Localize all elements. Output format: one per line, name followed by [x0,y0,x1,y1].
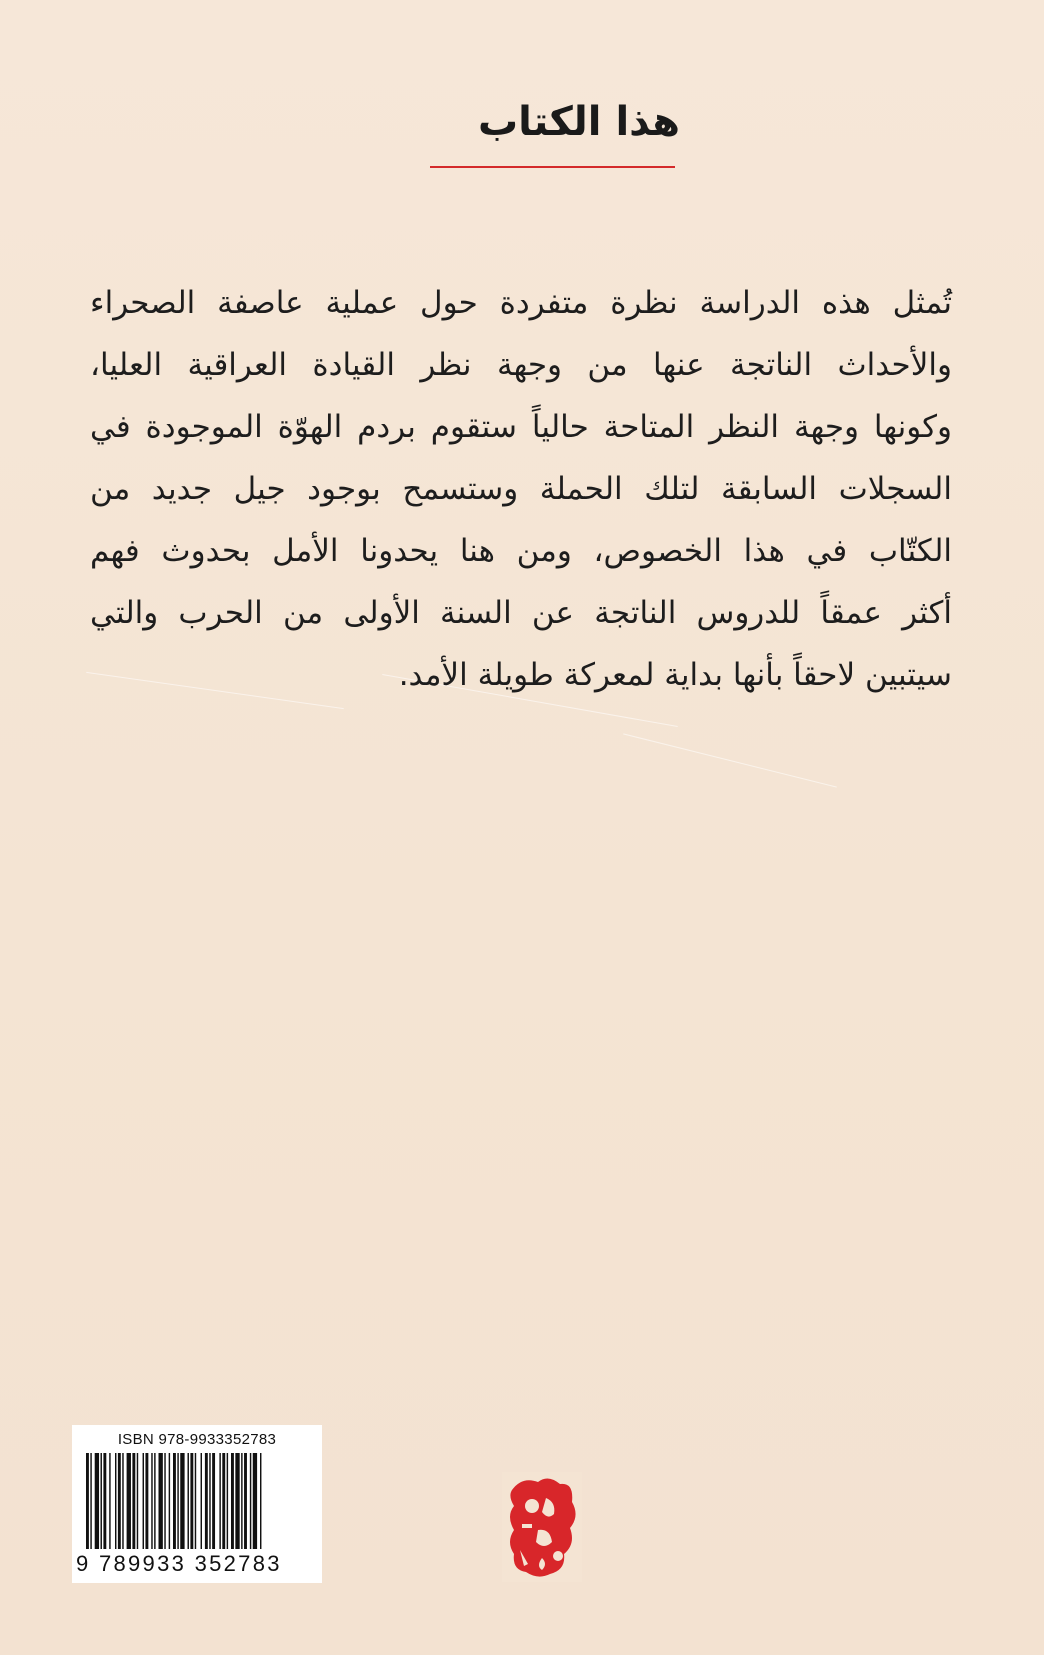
barcode-bar [90,1453,91,1549]
barcode-bar [222,1453,225,1549]
barcode-bar [212,1453,215,1549]
barcode-bar [86,1453,89,1549]
barcode-bar [109,1453,110,1549]
barcode-digits: 9 789933 352783 [76,1551,282,1576]
barcode-bar [145,1453,148,1549]
isbn-barcode [72,1425,322,1583]
barcode-bar [127,1453,131,1549]
blurb-line: السجلات السابقة لتلك الحملة وستسمح بوجود جيل جديد من [90,471,952,507]
blurb-line: الكتّاب في هذا الخصوص، ومن هنا يحدونا الأمل بحدوث فهم [90,533,952,569]
blurb-line: وكونها وجهة النظر المتاحة حالياً ستقوم بردم الهوّة الموجودة في [90,409,952,445]
barcode-bar [159,1453,163,1549]
barcode-bar [231,1453,234,1549]
barcode-bar [250,1453,251,1549]
page-title: هذا الكتاب [477,99,680,145]
barcode-bar [227,1453,228,1549]
barcode-bar [219,1453,220,1549]
barcode-bar [235,1453,239,1549]
barcode-bar [122,1453,123,1549]
blurb-line: سيتبين لاحقاً بأنها بداية لمعركة طويلة الأمد. [398,657,952,693]
barcode-bar [205,1453,208,1549]
barcode-bar [177,1453,178,1549]
barcode-bar [241,1453,242,1549]
barcode-bar [154,1453,155,1549]
barcode-bar [115,1453,116,1549]
barcode-bar [180,1453,184,1549]
barcode-bar [173,1453,176,1549]
title-underline [430,166,675,168]
barcode-bar [190,1453,193,1549]
barcode-bars [86,1453,308,1549]
blurb-line: أكثر عمقاً للدروس الناتجة عن السنة الأولى من الحرب والتي [90,595,952,631]
isbn-label: ISBN 978-9933352783 [117,1431,277,1448]
barcode-bar [103,1453,106,1549]
barcode-bar [118,1453,121,1549]
barcode-bar [95,1453,99,1549]
publisher-seal-logo [502,1472,582,1582]
blurb-text [90,272,952,706]
barcode-bar [260,1453,261,1549]
barcode-bar [151,1453,152,1549]
barcode-bar [188,1453,189,1549]
barcode-bar [132,1453,135,1549]
paper-scratch [623,733,837,787]
barcode-bar [253,1453,257,1549]
barcode-bar [143,1453,144,1549]
barcode-bar [195,1453,196,1549]
barcode-bar [164,1453,165,1549]
barcode-bar [209,1453,210,1549]
barcode-bar [101,1453,102,1549]
barcode-bar [137,1453,138,1549]
barcode-bar [169,1453,170,1549]
blurb-line: تُمثل هذه الدراسة نظرة متفردة حول عملية عاصفة الصحراء [90,285,952,321]
barcode-bar [201,1453,202,1549]
blurb-line: والأحداث الناتجة عنها من وجهة نظر القيادة العراقية العليا، [90,347,952,383]
barcode-bar [244,1453,247,1549]
